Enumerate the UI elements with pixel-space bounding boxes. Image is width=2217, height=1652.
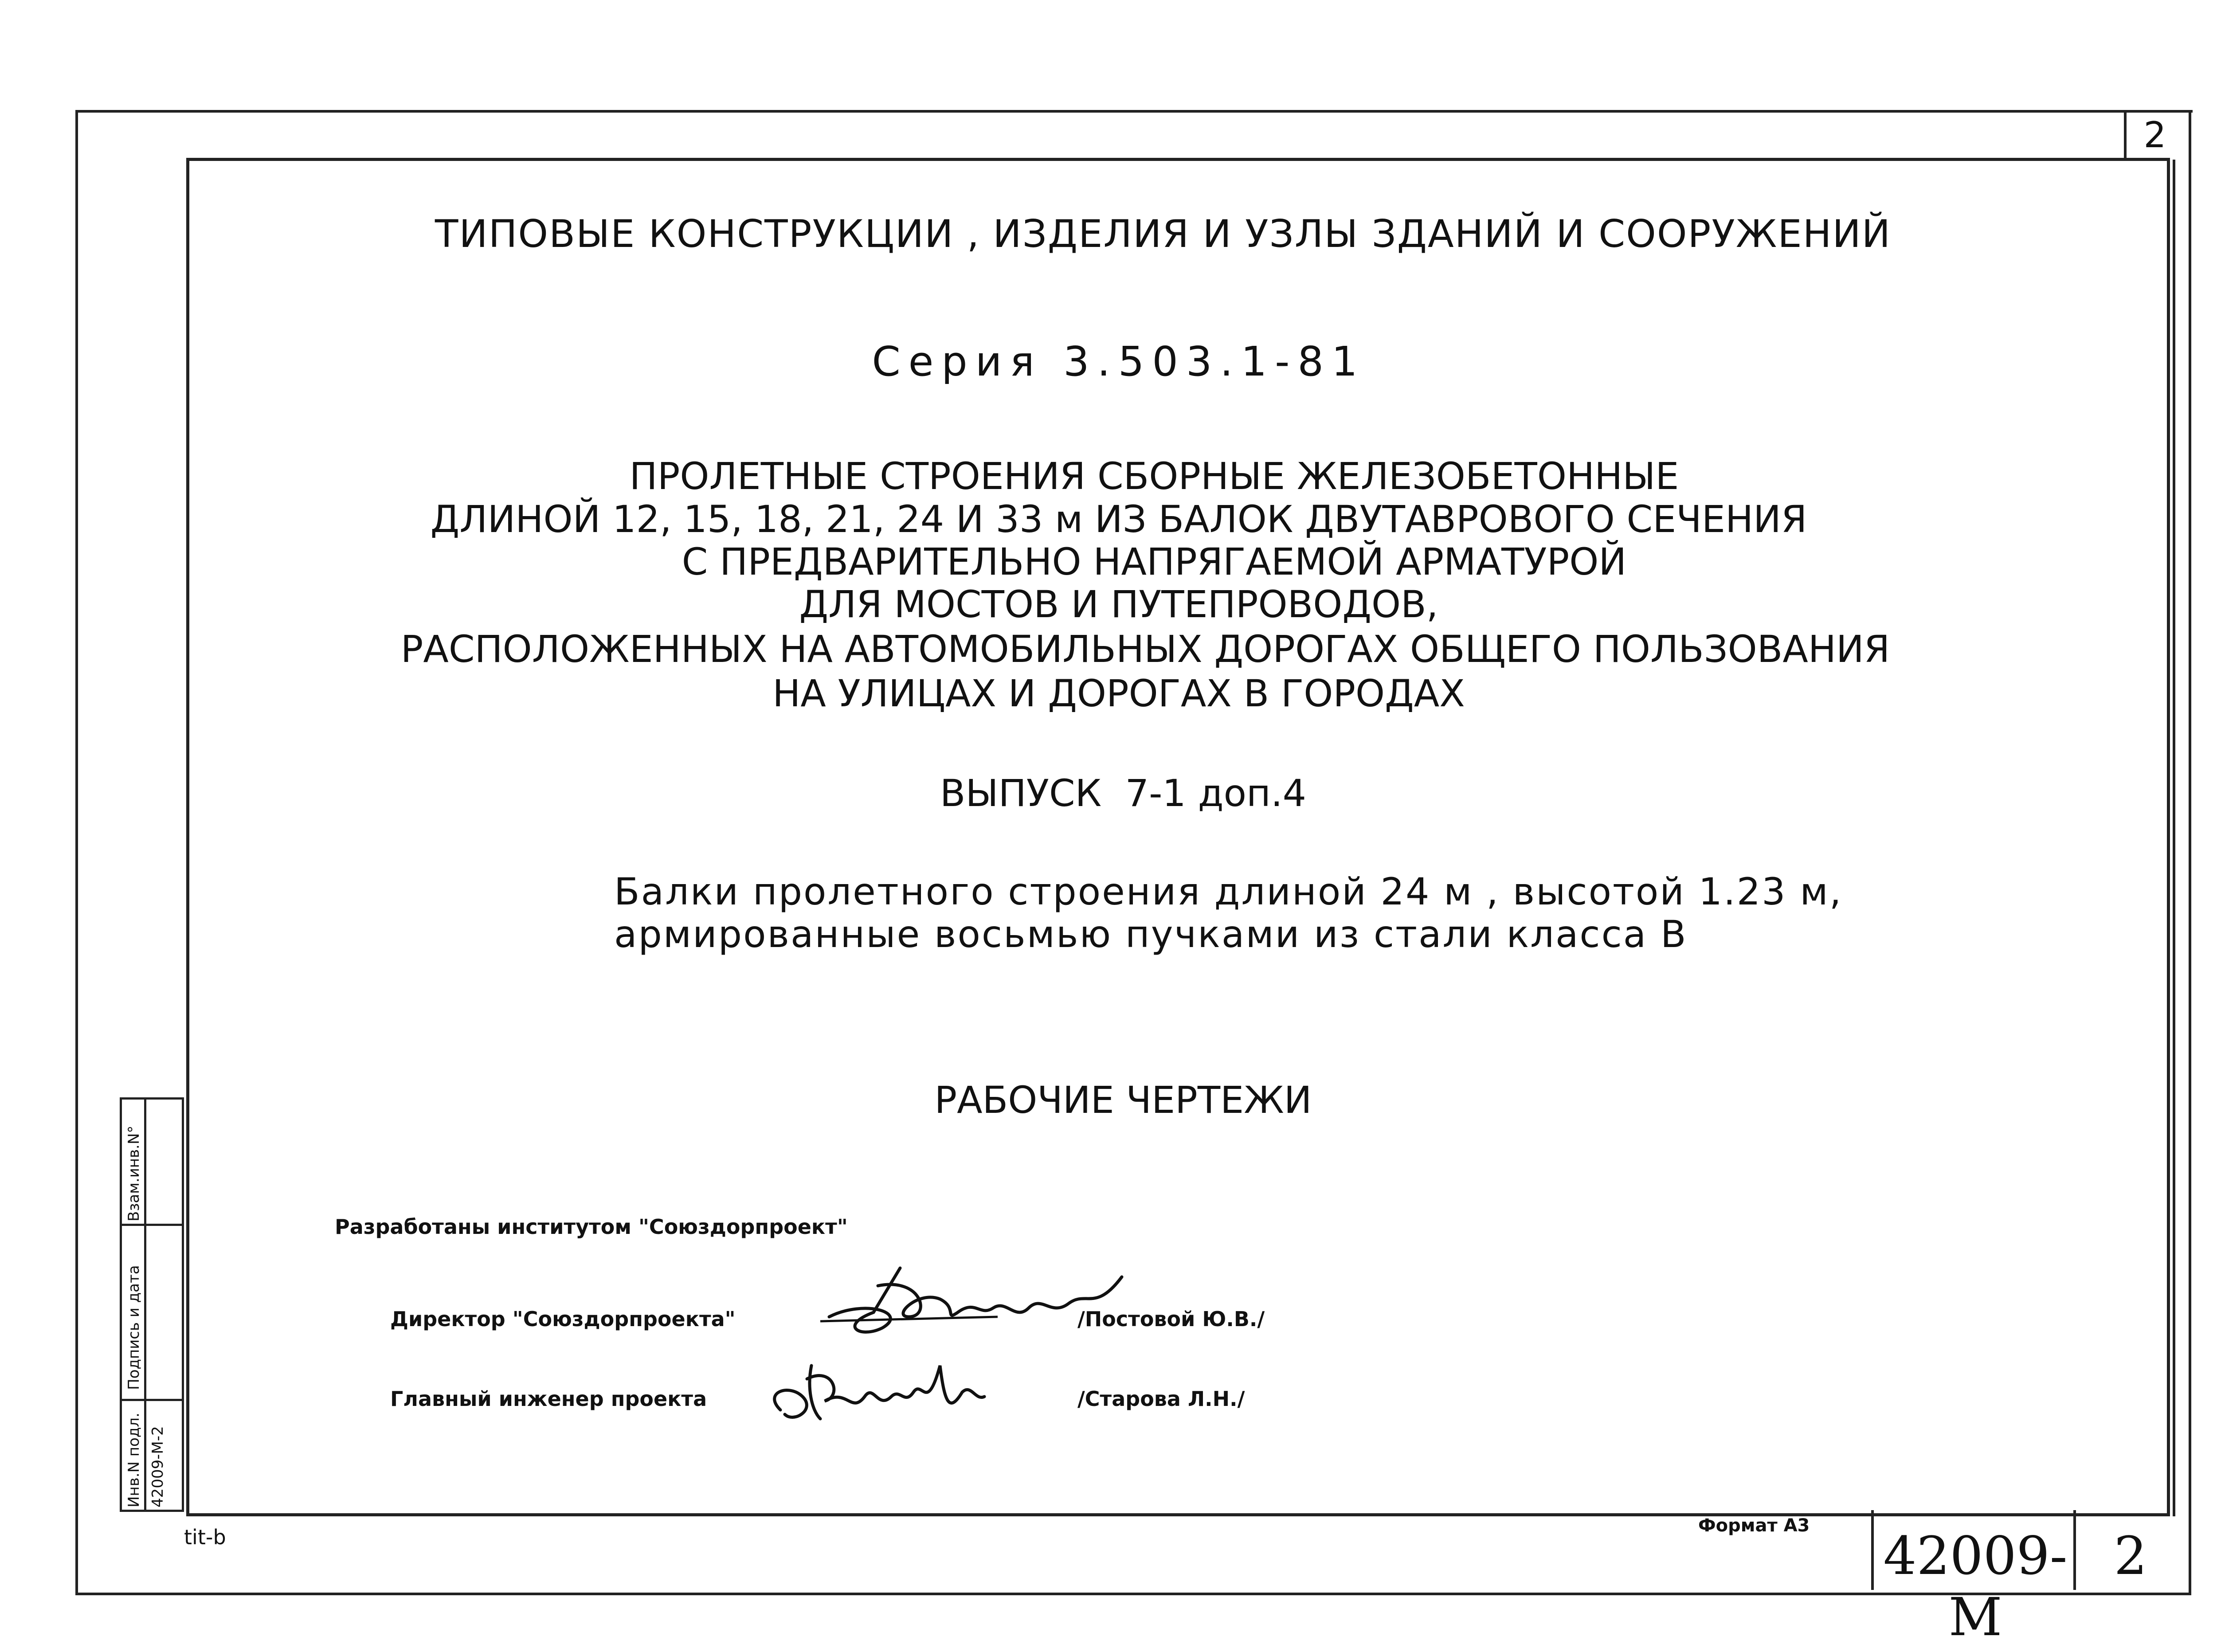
side-stamp-sign-label: Подпись и дата	[125, 1265, 143, 1390]
title-line-1: ПРОЛЕТНЫЕ СТРОЕНИЯ СБОРНЫЕ ЖЕЛЕЗОБЕТОННЫЕ	[629, 454, 1679, 498]
issue-number: ВЫПУСК 7-1 доп.4	[940, 771, 1307, 815]
title-line-5: РАСПОЛОЖЕННЫХ НА АВТОМОБИЛЬНЫХ ДОРОГАХ ОБЩЕГО ПОЛЬЗОВАНИЯ	[400, 627, 1890, 671]
doc-number-box	[1871, 1510, 1874, 1590]
doc-number: 42009-М	[1883, 1525, 2068, 1648]
main-heading: ТИПОВЫЕ КОНСТРУКЦИИ , ИЗДЕЛИЯ И УЗЛЫ ЗДАНИЙ И СООРУЖЕНИЙ	[435, 212, 1892, 256]
sheet-number: 2	[2114, 1525, 2147, 1586]
director-signature	[811, 1250, 1131, 1348]
description-line-2: армированные восьмью пучками из стали класса В	[614, 912, 1688, 956]
director-role: Директор "Союздорпроекта"	[390, 1307, 736, 1331]
side-stamp-cell-sign-value	[144, 1224, 184, 1401]
file-code: tit-b	[184, 1525, 226, 1549]
description-line-1: Балки пролетного строения длиной 24 м , высотой 1.23 м,	[614, 870, 1843, 913]
format-label: Формат А3	[1698, 1515, 1810, 1536]
side-stamp-inv-label: Инв.N подл.	[125, 1413, 143, 1507]
director-name: /Постовой Ю.В./	[1077, 1307, 1265, 1331]
sheet-outer-border-top	[91, 110, 2193, 113]
title-line-2: ДЛИНОЙ 12, 15, 18, 21, 24 И 33 м ИЗ БАЛОК ДВУТАВРОВОГО СЕЧЕНИЯ	[430, 497, 1807, 541]
title-line-6: НА УЛИЦАХ И ДОРОГАХ В ГОРОДАХ	[772, 672, 1465, 715]
title-line-3: С ПРЕДВАРИТЕЛЬНО НАПРЯГАЕМОЙ АРМАТУРОЙ	[682, 540, 1627, 583]
series-title: Серия 3.503.1-81	[872, 338, 1366, 385]
side-stamp-inv-value: 42009-М-2	[149, 1426, 167, 1507]
chief-role: Главный инженер проекта	[390, 1387, 707, 1411]
sheet-number-divider	[2073, 1510, 2076, 1590]
developed-by: Разработаны институтом "Союздорпроект"	[335, 1215, 848, 1239]
chief-name: /Старова Л.Н./	[1077, 1387, 1245, 1411]
page-tag: 2	[2143, 114, 2166, 156]
title-line-4: ДЛЯ МОСТОВ И ПУТЕПРОВОДОВ,	[799, 583, 1438, 626]
side-stamp-cell-replace-value	[144, 1097, 184, 1226]
drawings-label: РАБОЧИЕ ЧЕРТЕЖИ	[934, 1078, 1312, 1122]
chief-signature	[763, 1348, 993, 1437]
side-stamp-replace-label: Взам.инв.N°	[125, 1125, 143, 1221]
